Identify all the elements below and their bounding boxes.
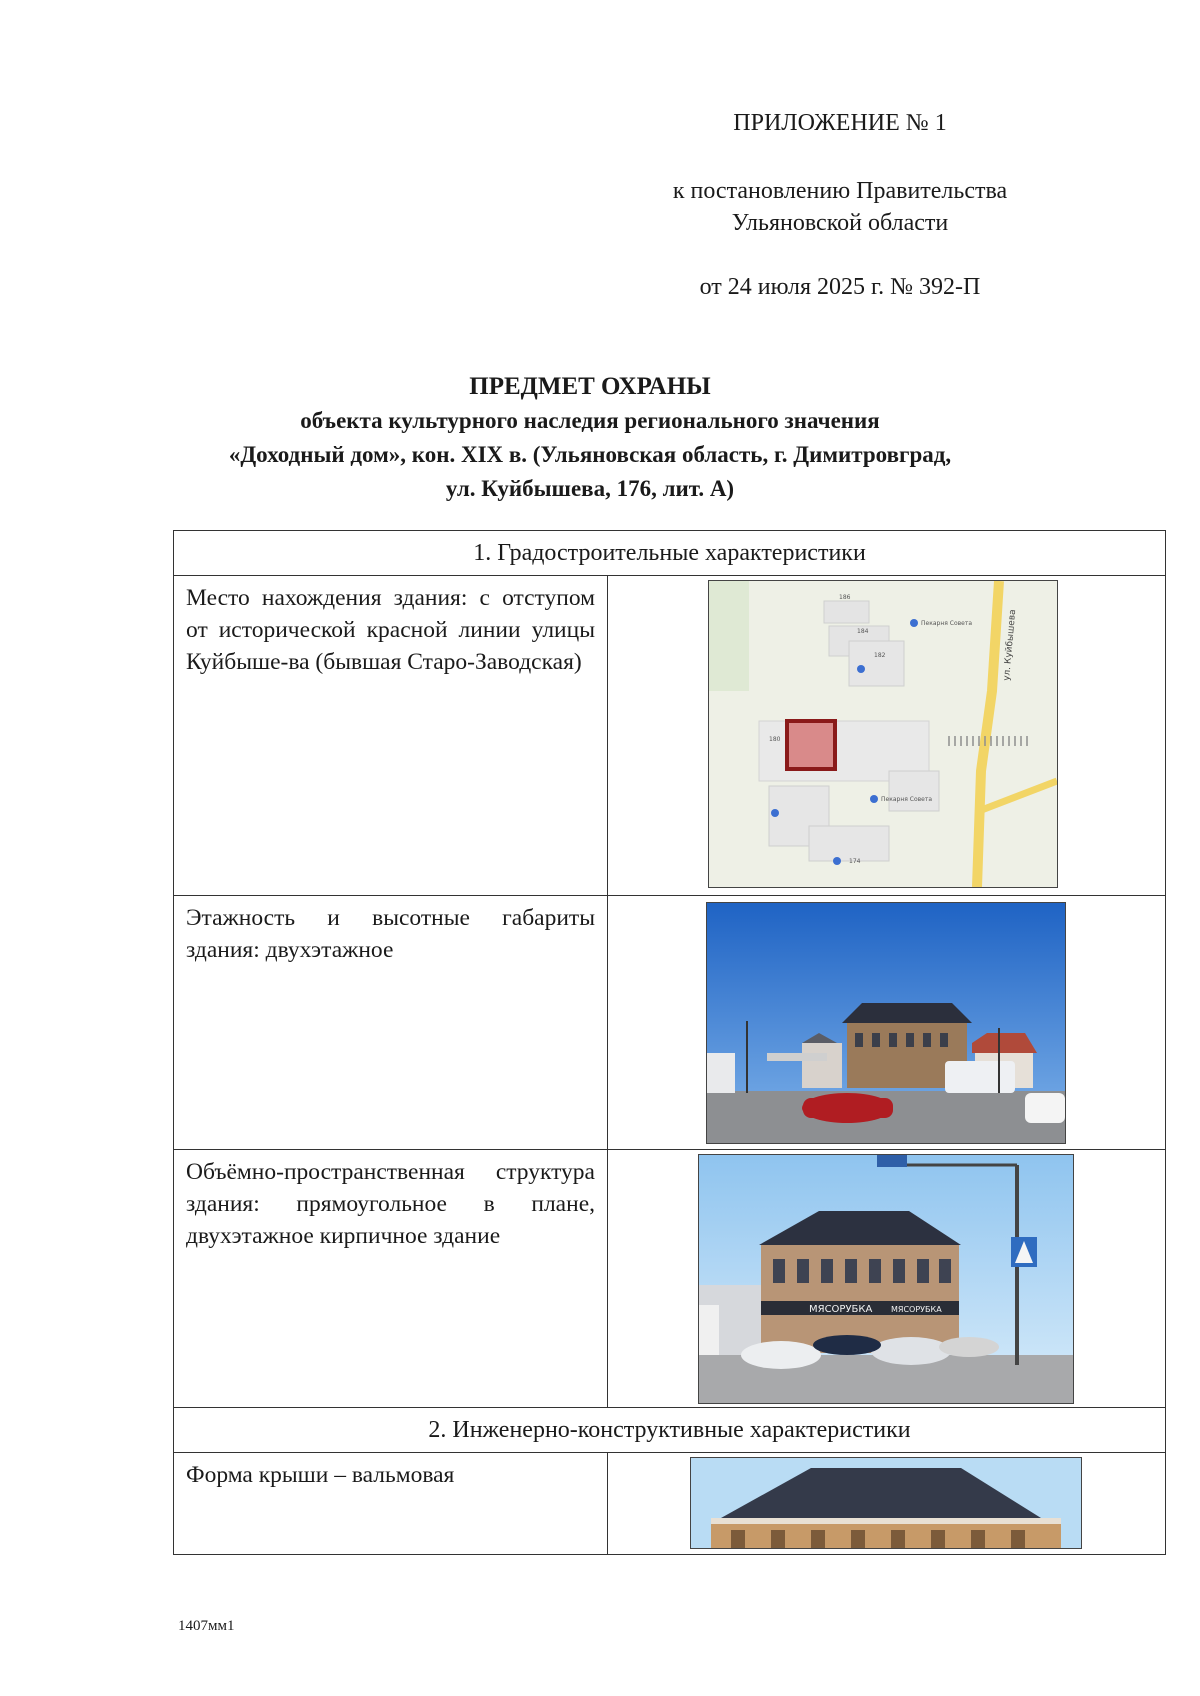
map-label: 186: [839, 594, 851, 601]
street-photo: [706, 902, 1066, 1144]
row-height-text: Этажность и высотные габариты здания: двухэтажное: [174, 896, 608, 1150]
map-label: 180: [769, 736, 781, 743]
poi-icon: [870, 795, 878, 803]
poi-icon: [771, 809, 779, 817]
shop-sign: МЯСОРУБКА: [891, 1305, 942, 1314]
row-location-image-cell: [608, 576, 1166, 896]
map-label: Пекарня Совета: [921, 620, 973, 627]
location-map: [708, 580, 1058, 888]
row-structure-image-cell: [608, 1150, 1166, 1408]
row-structure-text: Объёмно-пространственная структура здания: прямоугольное в плане, двухэтажное кирпичное здание: [174, 1150, 608, 1408]
map-label: 184: [857, 628, 869, 635]
title-line3: ул. Куйбышева, 176, лит. А): [445, 476, 735, 501]
shop-sign: МЯСОРУБКА: [809, 1304, 873, 1315]
map-label: 174: [849, 858, 861, 865]
appendix-number: ПРИЛОЖЕНИЕ № 1: [733, 110, 947, 136]
section-2-header: 2. Инженерно-конструктивные характеристики: [174, 1408, 1166, 1453]
protection-table: [173, 530, 1166, 1555]
footer-code: 1407мм1: [178, 1618, 235, 1634]
building-photo: [698, 1154, 1074, 1404]
appendix-line1: к постановлению Правительства: [672, 178, 1008, 204]
row-height-image-cell: [608, 896, 1166, 1150]
row-roof-image-cell: [608, 1453, 1166, 1555]
document-title: ПРЕДМЕТ ОХРАНЫ: [469, 373, 711, 400]
poi-icon: [910, 619, 918, 627]
appendix-date: от 24 июля 2025 г. № 392-П: [699, 274, 981, 300]
poi-icon: [857, 665, 865, 673]
map-street-label: ул. Куйбышева: [1002, 609, 1019, 682]
title-line2: «Доходный дом», кон. XIX в. (Ульяновская область, г. Димитровград,: [228, 442, 952, 467]
appendix-line2: Ульяновской области: [731, 210, 949, 236]
poi-icon: [833, 857, 841, 865]
row-location-text: Место нахождения здания: с отступом от исторической красной линии улицы Куйбыше-ва (бывшая Старо-Заводская): [174, 576, 608, 896]
row-roof-text: Форма крыши – вальмовая: [174, 1453, 608, 1555]
section-1-header: 1. Градостроительные характеристики: [174, 531, 1166, 576]
building-marker: [787, 721, 835, 769]
map-label: Пекарня Совета: [881, 796, 933, 803]
map-label: 182: [874, 652, 886, 659]
roof-photo: [690, 1457, 1082, 1549]
title-line1: объекта культурного наследия регионального значения: [300, 408, 880, 433]
